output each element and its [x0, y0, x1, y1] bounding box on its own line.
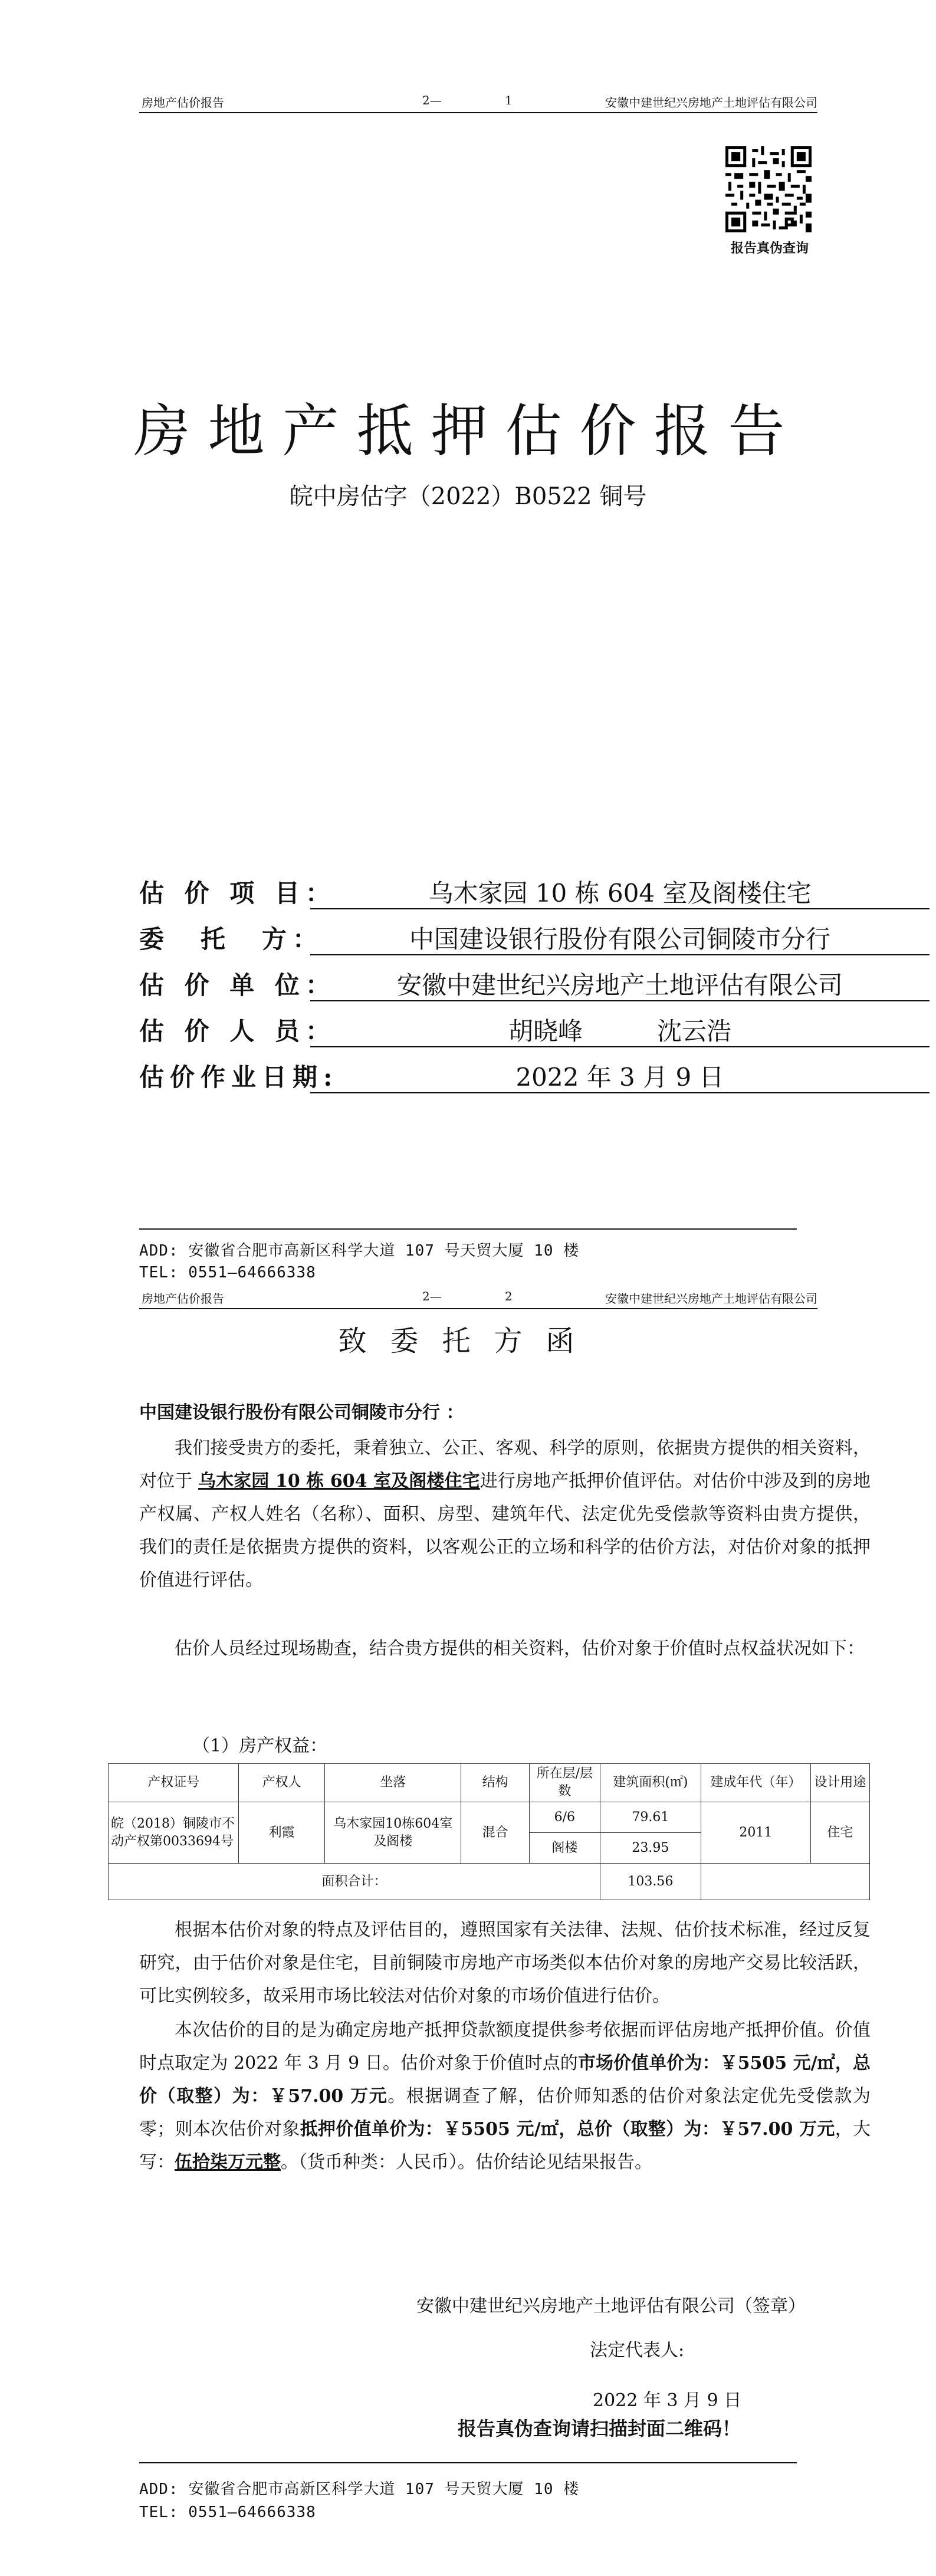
table-row [109, 1802, 870, 1833]
table-total-label: 面积合计： [109, 1864, 600, 1900]
info-label: 估 价 人 员： [139, 1017, 336, 1046]
table-cell-year: 2011 [701, 1802, 810, 1864]
table-cell-area: 79.61 [600, 1802, 701, 1833]
page1-header [139, 88, 817, 112]
table-cell-structure: 混合 [461, 1802, 529, 1864]
info-value: 乌木家园 10 栋 604 室及阁楼住宅 [310, 874, 930, 909]
header-company: 安徽中建世纪兴房地产土地评估有限公司 [605, 96, 817, 110]
info-label: 估 价 单 位： [139, 971, 336, 1000]
info-value: 中国建设银行股份有限公司铜陵市分行 [310, 920, 930, 955]
header-rule [139, 1308, 817, 1309]
table-cell-floor: 6/6 [529, 1802, 600, 1833]
qr-caption: 报告真伪查询 [730, 241, 809, 256]
letter-paragraph-2: 估价人员经过现场勘查，结合贵方提供的相关资料，估价对象于价值时点权益状况如下： [175, 1638, 865, 1659]
header-page-prefix: 2— [422, 93, 442, 107]
signature-date: 2022 年 3 月 9 日 [593, 2390, 742, 2411]
letter-paragraph-4 [139, 2014, 871, 2179]
text-span: 本次估价的目的是为确定房地产抵押贷款额度提供参考依据而评估房地产抵押价值。价值时点取定为 2022 年 3 月 9 日。估价对象于价值时点的 [139, 2020, 871, 2074]
text-span: 进行房地产抵押价值评估。对估价中涉及到的房地产权属、产权人姓名（名称）、面积、房型、建筑年代、法定优先受偿款等资料由贵方提供，我们的责任是依据贵方提供的资料，以客观公正的立场和科学的估价方法，对估价对象的抵押价值进行评估。 [139, 1471, 871, 1591]
info-label: 委 托 方： [139, 925, 324, 954]
info-value: 胡晓峰 沈云浩 [310, 1012, 930, 1047]
table-header: 建筑面积(㎡) [600, 1764, 701, 1802]
header-company: 安徽中建世纪兴房地产土地评估有限公司 [605, 1292, 817, 1306]
table-cell-use: 住宅 [810, 1802, 869, 1864]
table-cell-cert: 皖（2018）铜陵市不动产权第0033694号 [109, 1802, 239, 1864]
property-name: 乌木家园 10 栋 604 室及阁楼住宅 [198, 1471, 480, 1491]
info-value: 安徽中建世纪兴房地产土地评估有限公司 [310, 966, 930, 1001]
signature-representative: 法定代表人: [590, 2340, 685, 2361]
value-in-words: 伍拾柒万元整 [175, 2152, 281, 2173]
table-header: 建成年代（年） [701, 1764, 810, 1802]
verification-note: 报告真伪查询请扫描封面二维码！ [458, 2417, 741, 2440]
header-page-prefix: 2— [422, 1289, 442, 1303]
footer-phone: TEL: 0551—64666338 [139, 1264, 316, 1282]
table-header: 结构 [461, 1764, 529, 1802]
mortgage-value: 抵押价值单价为：￥5505 元/㎡，总价（取整）为：￥57.00 万元 [300, 2119, 835, 2140]
header-left: 房地产估价报告 [142, 1292, 224, 1306]
page2-header [139, 1284, 817, 1308]
text-span: ，大写： [139, 2119, 871, 2173]
table-header: 设计用途 [810, 1764, 869, 1802]
table-header-row [109, 1764, 870, 1802]
footer-address: ADD: 安徽省合肥市高新区科学大道 107 号天贸大厦 10 楼 [139, 1242, 580, 1260]
text-span: 我们接受贵方的委托，秉着独立、公正、客观、科学的原则，依据贵方提供的相关资料，对位于 [139, 1438, 871, 1491]
footer-rule [139, 2462, 797, 2463]
table-header: 所在层/层数 [529, 1764, 600, 1802]
footer-rule [139, 1228, 797, 1230]
table-total-value: 103.56 [600, 1864, 701, 1900]
table-total-blank [701, 1864, 869, 1900]
header-rule [139, 112, 817, 113]
header-left: 房地产估价报告 [142, 96, 224, 110]
report-title: 房地产抵押估价报告 [133, 398, 803, 464]
table-total-row [109, 1864, 870, 1900]
letter-paragraph-3: 根据本估价对象的特点及评估目的，遵照国家有关法律、法规、估价技术标准，经过反复研究，由于估价对象是住宅，目前铜陵市房地产市场类似本估价对象的房地产交易比较活跃，可比实例较多，故采用市场比较法对估价对象的市场价值进行估价。 [139, 1920, 871, 2006]
info-value: 2022 年 3 月 9 日 [310, 1058, 930, 1093]
header-page-number: 2 [505, 1289, 513, 1303]
qr-code-icon[interactable] [725, 146, 812, 232]
table-cell-floor: 阁楼 [529, 1833, 600, 1864]
report-doc-number: 皖中房估字（2022）B0522 铜号 [289, 483, 647, 510]
table-cell-location: 乌木家园10栋604室及阁楼 [324, 1802, 461, 1864]
footer-phone: TEL: 0551—64666338 [139, 2503, 316, 2521]
property-rights-table [108, 1763, 870, 1900]
info-label: 估 价 项 目： [139, 879, 336, 908]
letter-recipient: 中国建设银行股份有限公司铜陵市分行 ： [139, 1402, 464, 1423]
letter-title: 致委托方函 [338, 1325, 598, 1358]
table-header: 产权人 [239, 1764, 325, 1802]
table-cell-owner: 利霞 [239, 1802, 325, 1864]
rights-subheading: （1）房产权益： [192, 1736, 328, 1756]
table-cell-area: 23.95 [600, 1833, 701, 1864]
info-label: 估价作业日期: [139, 1063, 339, 1092]
text-span: 。（货币种类：人民币）。估价结论见结果报告。 [281, 2152, 652, 2173]
letter-paragraph-1 [139, 1432, 871, 1597]
signature-company: 安徽中建世纪兴房地产土地评估有限公司（签章） [416, 2296, 806, 2317]
table-header: 产权证号 [109, 1764, 239, 1802]
market-value: 市场价值单价为：￥5505 元/㎡，总价（取整）为：￥57.00 万元 [139, 2053, 871, 2107]
header-page-number: 1 [505, 93, 513, 107]
footer-address: ADD: 安徽省合肥市高新区科学大道 107 号天贸大厦 10 楼 [139, 2480, 580, 2498]
text-span: 。根据调查了解，估价师知悉的估价对象法定优先受偿款为零；则本次估价对象 [139, 2086, 871, 2140]
table-header: 坐落 [324, 1764, 461, 1802]
